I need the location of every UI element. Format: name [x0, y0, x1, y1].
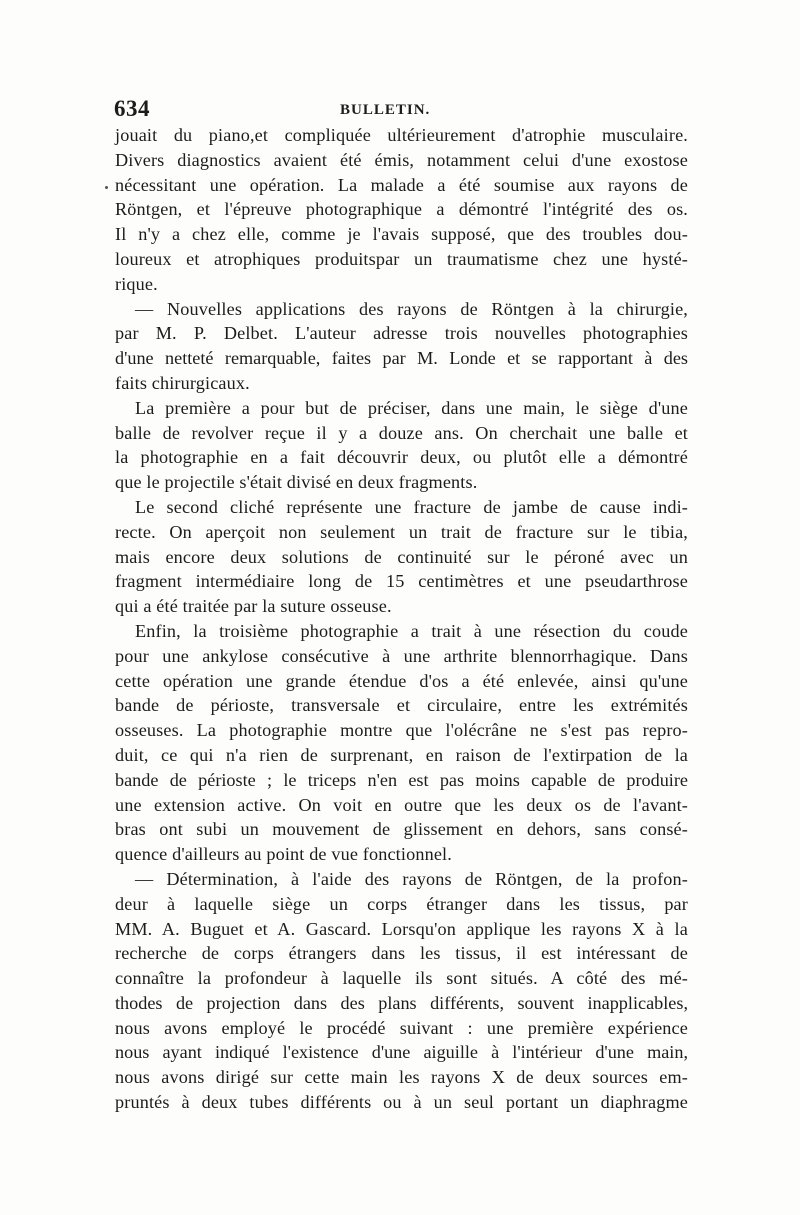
text-line: bande de périoste, transversale et circulaire, entre les extrémités: [115, 695, 688, 716]
text-line: bras ont subi un mouvement de glissement en dehors, sans consé-: [115, 819, 688, 840]
text-line: bande de périoste ; le triceps n'en est pas moins capable de produire: [115, 769, 688, 790]
paragraph-start-line: La première a pour but de préciser, dans une main, le siège d'une: [135, 397, 688, 418]
text-line: Röntgen, et l'épreuve photographique a démontré l'intégrité des os.: [115, 199, 688, 220]
text-line: la photographie en a fait découvrir deux, ou plutôt elle a démontré: [115, 447, 688, 468]
text-line: une extension active. On voit en outre que les deux os de l'avant-: [115, 794, 688, 815]
running-title: BULLETIN.: [340, 102, 431, 118]
text-line: Il n'y a chez elle, comme je l'avais supposé, que des troubles dou-: [115, 224, 688, 245]
section-heading-line: — Nouvelles applications des rayons de Röntgen à la chirurgie,: [135, 298, 688, 319]
text-line: osseuses. La photographie montre que l'olécrâne ne s'est pas repro-: [115, 720, 688, 741]
text-line: cette opération une grande étendue d'os a été enlevée, ainsi qu'une: [115, 670, 688, 691]
margin-speck: [105, 186, 108, 189]
text-line: balle de revolver reçue il y a douze ans. On cherchait une balle et: [115, 422, 688, 443]
text-line: nous avons dirigé sur cette main les rayons X de deux sources em-: [115, 1067, 688, 1088]
paragraph-start-line: Enfin, la troisième photographie a trait à une résection du coude: [135, 620, 688, 641]
text-line: MM. A. Buguet et A. Gascard. Lorsqu'on applique les rayons X à la: [115, 918, 688, 939]
text-line: nous ayant indiqué l'existence d'une aiguille à l'intérieur d'une main,: [115, 1042, 688, 1063]
text-line: pruntés à deux tubes différents ou à un seul portant un diaphragme: [115, 1092, 688, 1113]
text-line: quence d'ailleurs au point de vue fonctionnel.: [115, 844, 452, 865]
page-number: 634: [114, 96, 150, 121]
text-line: que le projectile s'était divisé en deux fragments.: [115, 472, 478, 493]
text-line: loureux et atrophiques produitspar un traumatisme chez une hysté-: [115, 248, 688, 269]
running-header: [114, 96, 688, 122]
text-line: jouait du piano,et compliquée ultérieurement d'atrophie musculaire.: [115, 125, 688, 145]
text-line: nous avons employé le procédé suivant : une première expérience: [115, 1017, 688, 1038]
text-line: par M. P. Delbet. L'auteur adresse trois nouvelles photographies: [115, 323, 688, 344]
text-line: recte. On aperçoit non seulement un trait de fracture sur le tibia,: [115, 521, 688, 542]
text-line: faits chirurgicaux.: [115, 372, 250, 393]
text-line: duit, ce qui n'a rien de surprenant, en raison de l'extirpation de la: [115, 744, 688, 765]
body-text: [115, 123, 688, 1115]
text-line: pour une ankylose consécutive à une arthrite blennorrhagique. Dans: [115, 645, 688, 666]
text-line: connaître la profondeur à laquelle ils sont situés. A côté des mé-: [115, 968, 688, 989]
paragraph-start-line: Le second cliché représente une fracture de jambe de cause indi-: [135, 496, 688, 517]
text-line: nécessitant une opération. La malade a été soumise aux rayons de: [115, 174, 688, 195]
text-line: mais encore deux solutions de continuité sur le péroné avec un: [115, 546, 688, 567]
text-line: deur à laquelle siège un corps étranger dans les tissus, par: [115, 893, 688, 914]
text-line: qui a été traitée par la suture osseuse.: [115, 596, 392, 617]
text-line: thodes de projection dans des plans différents, souvent inapplicables,: [115, 992, 688, 1013]
section-heading-line: — Détermination, à l'aide des rayons de Röntgen, de la profon-: [135, 868, 688, 889]
text-line: fragment intermédiaire long de 15 centimètres et une pseudarthrose: [115, 571, 688, 592]
text-line: Divers diagnostics avaient été émis, notamment celui d'une exostose: [115, 149, 688, 170]
text-line: rique.: [115, 273, 158, 294]
text-line: d'une netteté remarquable, faites par M. Londe et se rapportant à des: [115, 348, 688, 369]
text-line: recherche de corps étrangers dans les tissus, il est intéressant de: [115, 943, 688, 964]
